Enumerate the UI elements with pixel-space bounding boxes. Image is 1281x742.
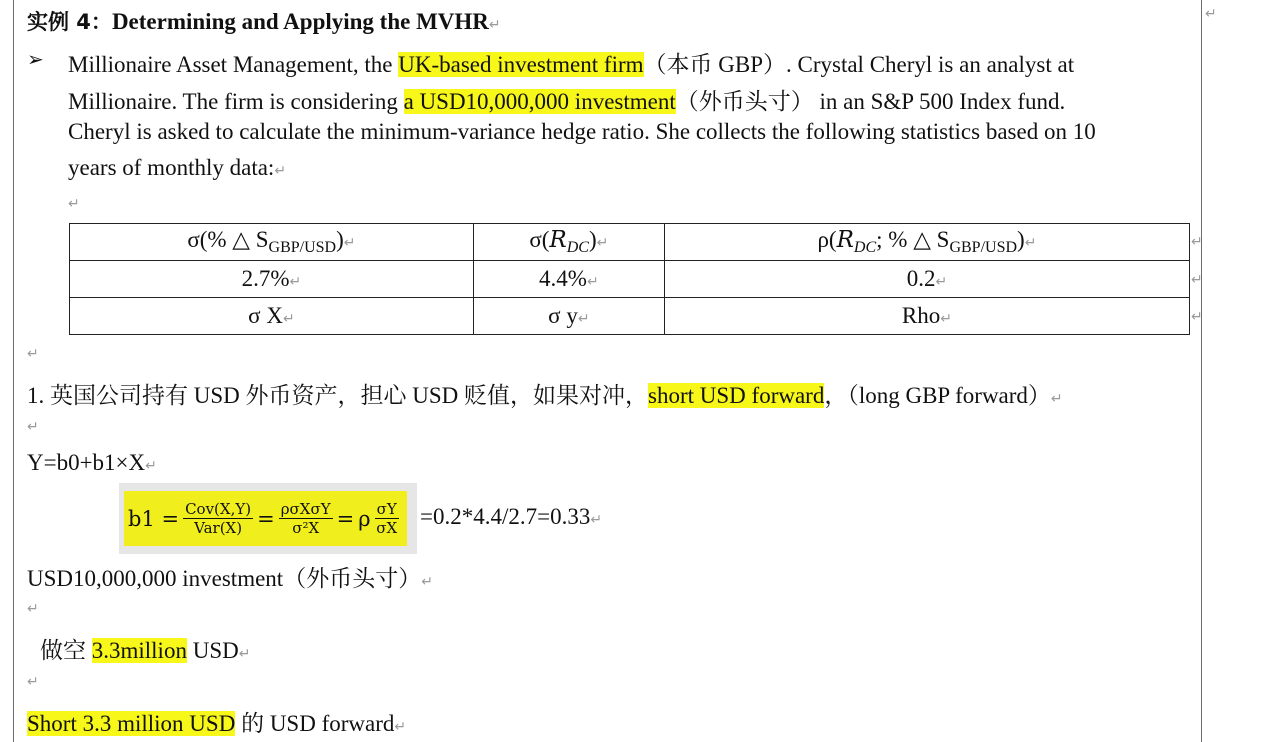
row-end-mark: ↵	[1191, 309, 1203, 325]
paragraph-mark: ↵	[27, 601, 39, 617]
formula-result: =0.2*4.4/2.7=0.33↵	[420, 504, 603, 529]
paragraph-mark: ↵	[68, 196, 80, 212]
page-right-border	[1201, 0, 1202, 742]
para-line-4	[68, 155, 286, 181]
paragraph-mark: ↵	[488, 17, 501, 33]
table-cell: σ X↵	[70, 298, 474, 335]
table-header-cell: σ(% △ $S_{GBP/USD})↵$	[70, 224, 474, 261]
paragraph-mark: ↵	[27, 346, 39, 362]
highlight-short-3-3-million: Short 3.3 million USD	[27, 711, 236, 736]
row-end-mark: ↵	[1191, 234, 1203, 250]
bullet-arrow-icon: ➢	[27, 47, 44, 71]
paragraph-mark: ↵	[1205, 6, 1217, 22]
highlight-investment: a USD10,000,000 investment	[403, 89, 676, 114]
final-line: Short 3.3 million USD 的 USD forward↵	[27, 711, 407, 736]
fraction-sigma-ratio: $\frac{\sigma Y}{\sigma X}$	[376, 500, 398, 537]
para-line-2	[68, 83, 1065, 116]
para-text: （外币头寸） in an S&P 500 Index fund.	[675, 89, 1066, 114]
table-cell: 2.7%↵	[70, 261, 474, 298]
para-line-3: Cheryl is asked to calculate the minimum-variance hedge ratio. She collects the following statistics based on 10	[68, 119, 1096, 144]
paragraph-mark: ↵	[1050, 391, 1063, 407]
table-cell: Rho↵	[664, 298, 1189, 335]
paragraph-mark: ↵	[27, 674, 39, 690]
fraction-cov-var: $\frac{\text{Cov(X,Y)}}{\text{Var(X)}}$	[185, 500, 252, 537]
page-left-border	[13, 0, 14, 742]
table-cell: 4.4%↵	[473, 261, 664, 298]
heading-prefix: 实例 4：	[27, 10, 112, 34]
heading-title: Determining and Applying the MVHR	[111, 9, 489, 34]
table-row	[70, 261, 1190, 298]
hedge-ratio-formula: b1 = $\frac{\text{Cov(X,Y)}}{\text{Var(X)}}$ = $\frac{\text{ρσXσY}}{\text{σ²X}}$ = ρ $\frac{\sigma Y}{\sigma X}$	[124, 491, 407, 546]
table-header-row	[70, 224, 1190, 261]
short-amount-line: 做空 3.3million USD↵	[40, 638, 251, 663]
highlight-uk-firm: UK-based investment firm	[398, 52, 644, 77]
highlight-short-usd-forward: short USD forward	[648, 383, 825, 408]
para-text: （本币 GBP）. Crystal Cheryl is an analyst at	[643, 52, 1075, 77]
paragraph-mark: ↵	[27, 419, 39, 435]
table-cell: σ y↵	[473, 298, 664, 335]
formula-lhs: b1 =	[128, 506, 180, 531]
highlight-3-3-million: 3.3million	[91, 638, 187, 663]
para-text: years of monthly data:	[68, 155, 275, 180]
fraction-rho-sigma: $\frac{\text{ρσXσY}}{\text{σ²X}}$	[280, 500, 331, 537]
formula-rho: ρ	[358, 506, 371, 531]
regression-equation: Y=b0+b1×X↵	[27, 450, 157, 475]
paragraph-mark: ↵	[274, 163, 287, 179]
table-row	[70, 298, 1190, 335]
row-end-mark: ↵	[1191, 272, 1203, 288]
item-1-text: ，（long GBP forward）	[824, 383, 1051, 408]
table-header-cell: $\sigma(R_{DC})↵$	[473, 224, 664, 261]
investment-line: USD10,000,000 investment（外币头寸）↵	[27, 566, 433, 591]
statistics-table	[69, 223, 1190, 335]
para-text: Millionaire. The firm is considering	[68, 89, 404, 114]
item-1-text: 1. 英国公司持有 USD 外币资产，担心 USD 贬值，如果对冲，	[27, 383, 649, 408]
example-heading	[27, 6, 501, 36]
para-text: Millionaire Asset Management, the	[68, 52, 399, 77]
item-1-line	[27, 377, 1063, 410]
para-line-1	[68, 46, 1074, 79]
table-cell: 0.2↵	[664, 261, 1189, 298]
table-header-cell: $\rho(R_{DC}$; % △ $S_{GBP/USD})↵$	[664, 224, 1189, 261]
